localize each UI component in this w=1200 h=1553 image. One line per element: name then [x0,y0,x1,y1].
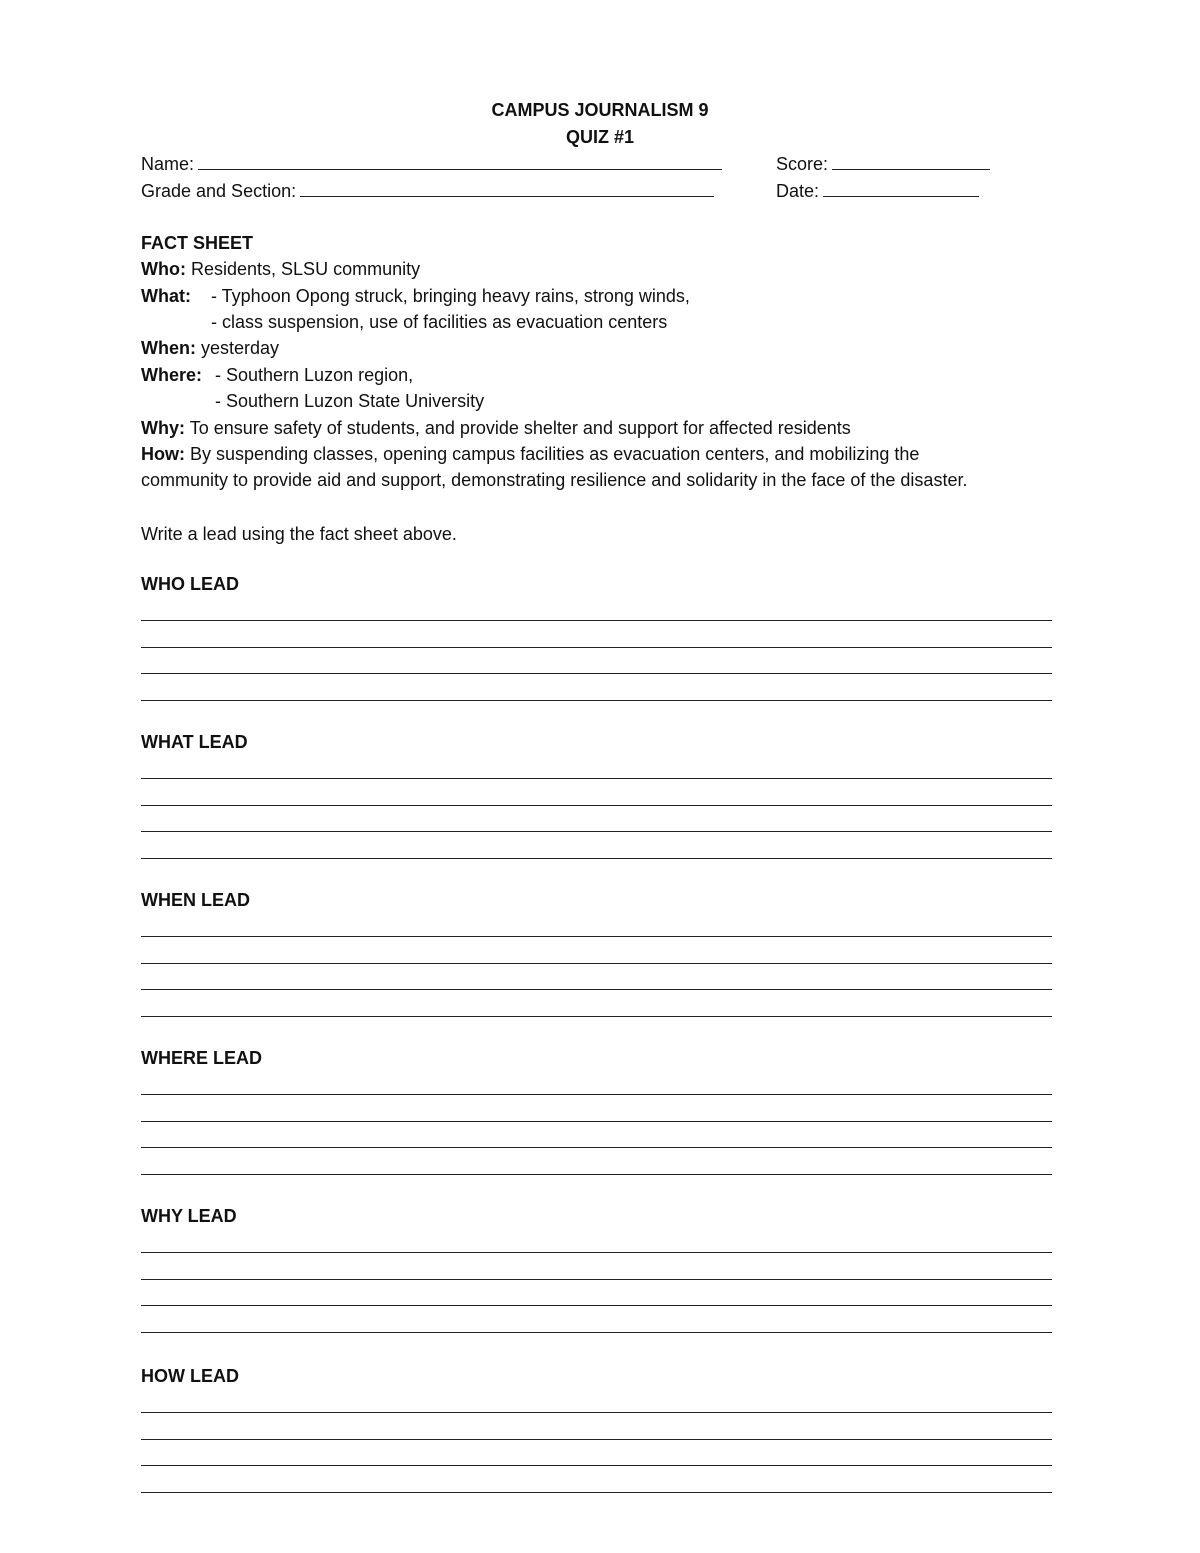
answer-line[interactable] [141,1016,1052,1017]
date-field[interactable] [776,180,979,202]
answer-line[interactable] [141,673,1052,674]
page-subtitle: QUIZ #1 [565,127,635,147]
fact-why [141,417,851,439]
answer-line[interactable] [141,1252,1052,1253]
section-heading-who-lead: WHO LEAD [141,574,239,594]
how-value-line-1: By suspending classes, opening campus facilities as evacuation centers, and mobilizing the [190,444,920,464]
where-label: Where: [141,365,203,385]
how-label: How: [141,444,185,464]
when-label: When: [141,338,196,358]
grade-section-field[interactable] [141,180,714,202]
answer-line[interactable] [141,858,1052,859]
section-heading-what-lead: WHAT LEAD [141,732,248,752]
fact-who [141,258,420,280]
answer-line[interactable] [141,963,1052,964]
date-label: Date: [776,181,820,201]
score-label: Score: [776,154,829,174]
where-item-2: - Southern Luzon State University [215,391,485,411]
date-blank[interactable] [823,180,979,197]
answer-line[interactable] [141,805,1052,806]
why-value: To ensure safety of students, and provide shelter and support for affected residents [189,418,851,438]
when-value: yesterday [201,338,280,358]
answer-line[interactable] [141,1492,1052,1493]
answer-line[interactable] [141,700,1052,701]
why-label: Why: [141,418,185,438]
grade-section-label: Grade and Section: [141,181,297,201]
score-field[interactable] [776,153,990,175]
name-blank[interactable] [198,153,722,170]
score-blank[interactable] [832,153,990,170]
answer-line[interactable] [141,1305,1052,1306]
answer-line[interactable] [141,989,1052,990]
answer-line[interactable] [141,1147,1052,1148]
where-item-1: - Southern Luzon region, [215,365,414,385]
answer-line[interactable] [141,1174,1052,1175]
answer-line[interactable] [141,647,1052,648]
answer-line[interactable] [141,620,1052,621]
name-field[interactable] [141,153,722,175]
fact-sheet-heading: FACT SHEET [141,233,254,253]
page-title: CAMPUS JOURNALISM 9 [491,100,709,120]
section-heading-where-lead: WHERE LEAD [141,1048,262,1068]
answer-line[interactable] [141,1121,1052,1122]
answer-line[interactable] [141,1279,1052,1280]
answer-line[interactable] [141,1439,1052,1440]
how-value-line-2: community to provide aid and support, demonstrating resilience and solidarity in the face of the disaster. [141,470,968,490]
answer-line[interactable] [141,1332,1052,1333]
who-value: Residents, SLSU community [191,259,421,279]
what-label: What: [141,286,191,306]
instruction-text: Write a lead using the fact sheet above. [141,524,457,544]
fact-how [141,443,919,465]
answer-line[interactable] [141,1412,1052,1413]
grade-section-blank[interactable] [300,180,714,197]
answer-line[interactable] [141,936,1052,937]
name-label: Name: [141,154,195,174]
what-item-2: - class suspension, use of facilities as evacuation centers [211,312,668,332]
answer-line[interactable] [141,831,1052,832]
section-heading-when-lead: WHEN LEAD [141,890,250,910]
answer-line[interactable] [141,778,1052,779]
section-heading-why-lead: WHY LEAD [141,1206,237,1226]
fact-when [141,337,279,359]
section-heading-how-lead: HOW LEAD [141,1366,239,1386]
who-label: Who: [141,259,186,279]
what-item-1: - Typhoon Opong struck, bringing heavy rains, strong winds, [211,286,690,306]
answer-line[interactable] [141,1465,1052,1466]
answer-line[interactable] [141,1094,1052,1095]
